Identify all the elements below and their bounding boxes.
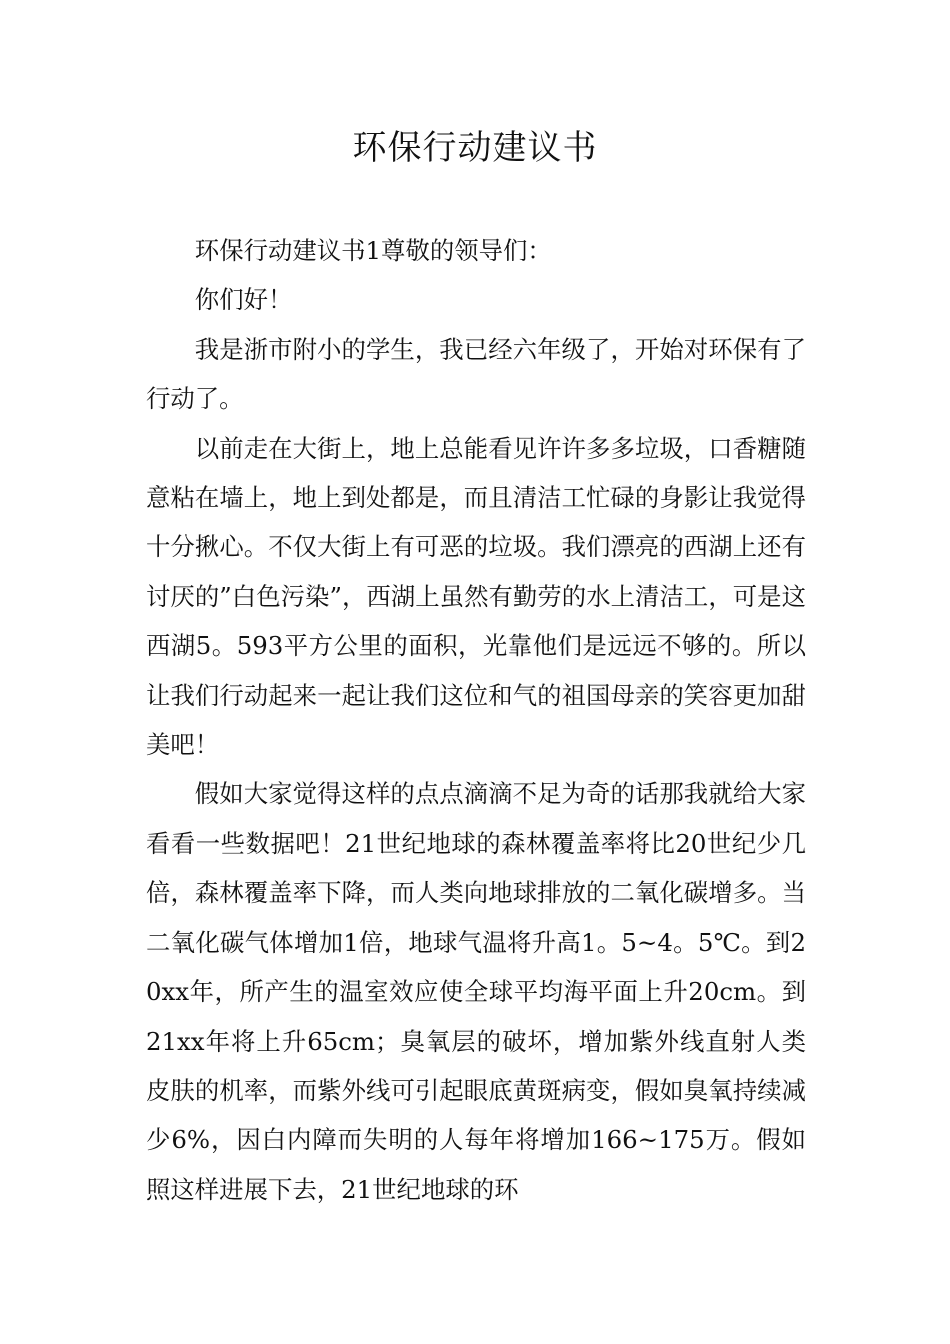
paragraph-salutation: 环保行动建议书1尊敬的领导们：: [194, 236, 552, 265]
paragraph-introduction: 我是浙市附小的学生，我已经六年级了，开始对环保有了行动了。: [146, 334, 806, 414]
paragraph-environment-data: 假如大家觉得这样的点点滴滴不足为奇的话那我就给大家看看一些数据吧！21世纪地球的森林覆盖率将比20世纪少几倍，森林覆盖率下降，而人类向地球排放的二氧化碳增多。当二氧化碳气体增加1倍，地球气温将升高1。5~4。5℃。到20xx年，所产生的温室效应使全球平均海平面上升20cm。到21xx年将上升65cm；臭氧层的破坏，增加紫外线直射人类皮肤的机率，而紫外线可引起眼底黄斑病变，假如臭氧持续减少6%，因白内障而失明的人每年将增加166~175万。假如照这样进展下去，21世纪地球的环: [146, 779, 806, 1204]
paragraph-greeting: 你们好！: [194, 285, 293, 315]
paragraph-street-pollution: 以前走在大街上，地上总能看见许许多多垃圾，口香糖随意粘在墙上，地上到处都是，而且清洁工忙碌的身影让我觉得十分揪心。不仅大街上有可恶的垃圾。我们漂亮的西湖上还有讨厌的”白色污染”，西湖上虽然有勤劳的水上清洁工，可是这西湖5。593平方公里的面积，光靠他们是远远不够的。所以让我们行动起来一起让我们这位和气的祖国母亲的笑容更加甜美吧！: [146, 433, 806, 760]
document-body: [146, 226, 806, 1214]
document-title: 环保行动建议书: [352, 128, 598, 168]
